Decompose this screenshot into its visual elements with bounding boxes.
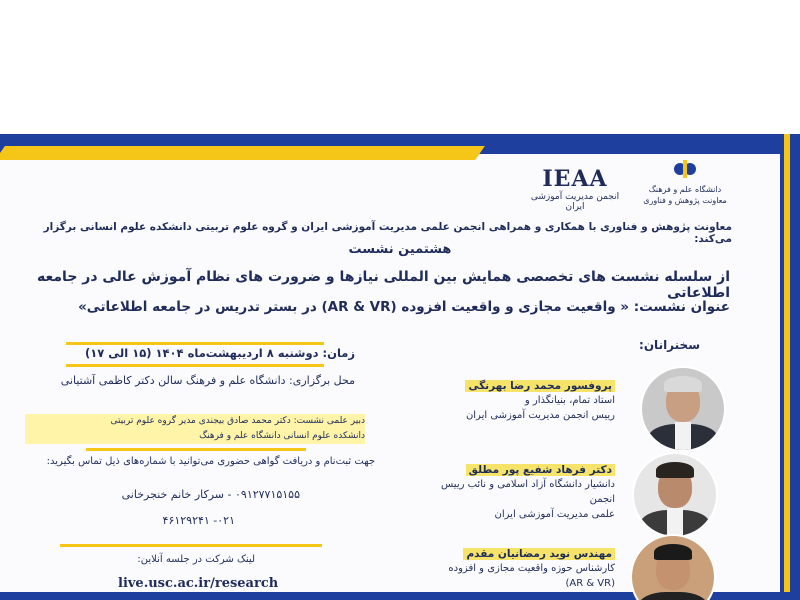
top-yellow-band (0, 146, 485, 160)
speaker-3-hair (654, 544, 692, 560)
speaker-2-shirt (667, 508, 683, 536)
event-place: محل برگزاری: دانشگاه علم و فرهنگ سالن دکتر کاظمی آشتیانی (60, 374, 355, 387)
chair-line2: دانشکده علوم انسانی دانشگاه علم و فرهنگ (25, 429, 365, 444)
usc-logo-line1: دانشگاه علم و فرهنگ (648, 185, 722, 194)
speaker-3-desc2: (AR & VR) (565, 578, 615, 589)
usc-emblem-icon (672, 158, 698, 180)
speaker-3-desc1: کارشناس حوزه واقعیت مجازی و افزوده (448, 563, 615, 574)
event-time: زمان: دوشنبه ۸ اردیبهشت‌ماه ۱۴۰۴ (۱۵ الی ۱۷) (84, 346, 355, 360)
speaker-1-desc2: رییس انجمن مدیریت آموزشی ایران (465, 410, 615, 421)
phone-number-1: ۰۹۱۲۷۷۱۵۱۵۵ - سرکار خانم خنجرخانی (121, 488, 300, 501)
registration-note: جهت ثبت‌نام و دریافت گواهی حضوری می‌توانید با شماره‌های ذیل تماس بگیرید: (46, 456, 375, 467)
speaker-1-hair (664, 376, 702, 392)
session-number: هشتمین نشست (348, 242, 452, 257)
speaker-2 (415, 458, 615, 522)
phone-number-2: ۰۲۱- ۴۶۱۲۹۲۴۱ (162, 514, 235, 527)
event-poster (0, 134, 800, 600)
ieaa-logo-text: IEAA (542, 166, 608, 192)
speaker-2-desc1: دانشیار دانشگاه آزاد اسلامی و نائب رییس انجمن (441, 479, 615, 505)
speaker-2-desc2: علمی مدیریت آموزشی ایران (494, 509, 615, 520)
speaker-1-photo (640, 366, 726, 452)
chair-underline (86, 448, 306, 451)
speaker-1 (415, 374, 615, 423)
ieaa-logo (530, 166, 620, 212)
speaker-1-desc1: استاد تمام، بنیانگذار و (524, 395, 615, 406)
speaker-1-shirt (675, 422, 691, 450)
online-session-link[interactable]: live.usc.ac.ir/research (118, 576, 279, 591)
speaker-2-photo (632, 452, 718, 538)
speaker-3-suit (638, 592, 708, 600)
time-underline-bottom (66, 364, 324, 367)
right-blue-stripe (790, 134, 800, 600)
online-link-label: لینک شرکت در جلسه آنلاین: (137, 554, 255, 565)
chair-line1: دبیر علمی نشست: دکتر محمد صادق بیجندی مدیر گروه علوم تربیتی (25, 414, 365, 429)
speaker-2-name: دکتر فرهاد شفیع پور مطلق (466, 464, 615, 476)
right-inner-stripe (780, 134, 784, 600)
intro-text: معاونت پژوهش و فناوری با همکاری و همراهی انجمن علمی مدیریت آموزشی ایران و گروه علوم تربیتی دانشکده علوم انسانی برگزار می‌کند: (43, 221, 732, 245)
right-yellow-stripe (784, 134, 790, 600)
speaker-3-name: مهندس نوید رمضانیان مقدم (463, 548, 615, 560)
session-topic: عنوان نشست: « واقعیت مجازی و واقعیت افزوده (AR & VR) در بستر تدریس در جامعه اطلاعاتی» (78, 299, 730, 315)
speaker-3-photo (630, 534, 716, 600)
time-underline (66, 342, 324, 345)
link-divider (60, 544, 322, 547)
ieaa-logo-subtitle: انجمن مدیریت آموزشی ایران (530, 192, 620, 212)
series-title: از سلسله نشست های تخصصی همایش بین المللی نیازها و ضرورت های نظام آموزش عالی در جامعه اطلاعاتی (37, 269, 730, 301)
scientific-chair (25, 414, 365, 444)
speakers-heading: سخنرانان: (639, 338, 700, 352)
usc-logo-line2: معاونت پژوهش و فناوری (643, 196, 727, 205)
speaker-1-name: پروفسور محمد رضا بهرنگی (465, 380, 615, 392)
speaker-2-hair (656, 462, 694, 478)
usc-logo (640, 158, 730, 206)
speaker-3 (415, 542, 615, 591)
